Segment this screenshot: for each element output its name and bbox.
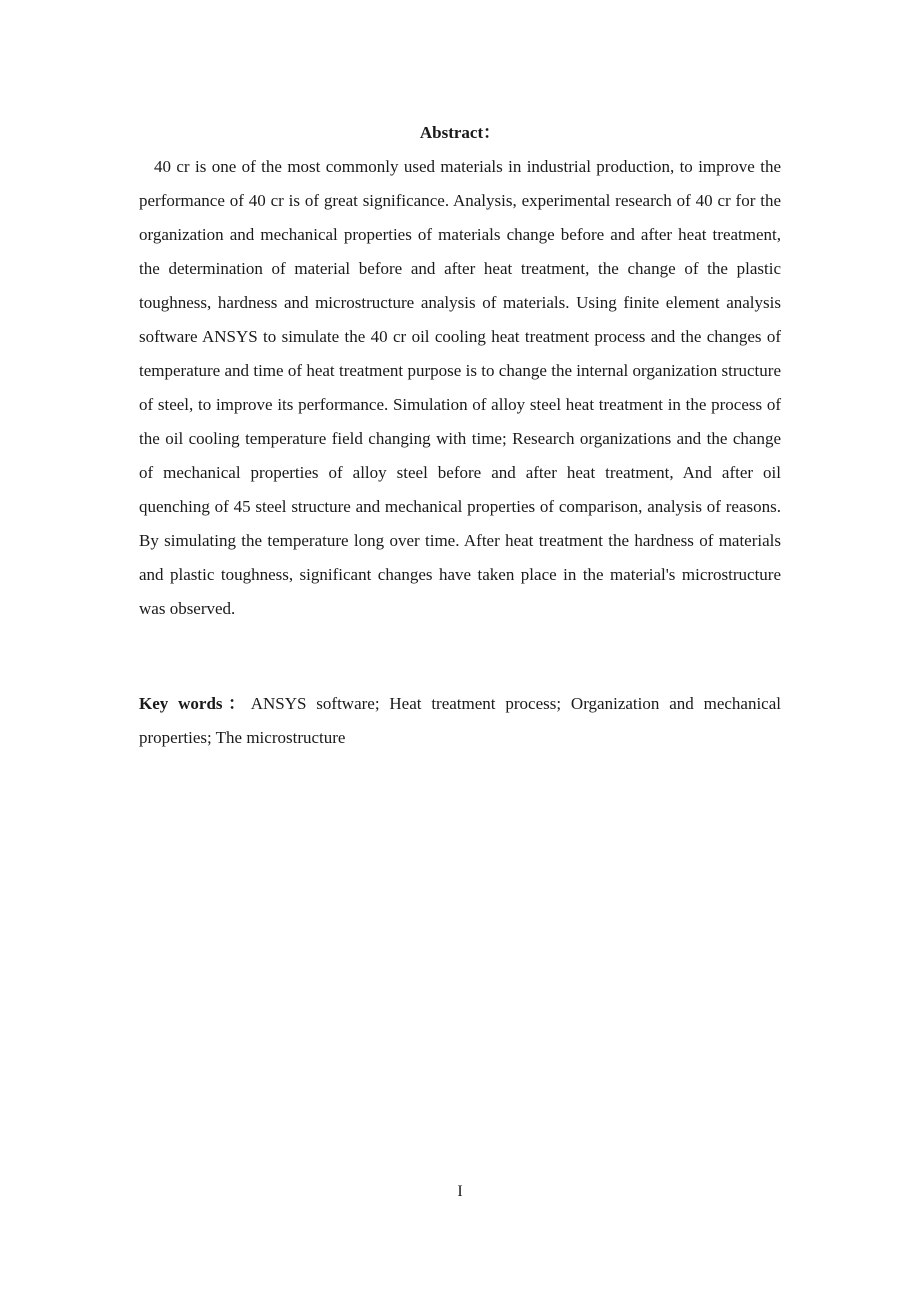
keywords-label: Key words： — [139, 694, 251, 713]
keywords-text: ANSYS software; Heat treatment process; Organization and mechanical properties; The microstructure — [139, 694, 781, 747]
keywords-paragraph — [139, 687, 781, 755]
abstract-body-paragraph: 40 cr is one of the most commonly used materials in industrial production, to improve the performance of 40 cr is of great significance. Analysis, experimental research of 40 cr for the organization and mechanical properties of materials change before and after heat treatment, the determination of material before and after heat treatment, the change of the plastic toughness, hardness and microstructure analysis of materials. Using finite element analysis software ANSYS to simulate the 40 cr oil cooling heat treatment process and the changes of temperature and time of heat treatment purpose is to change the internal organization structure of steel, to improve its performance. Simulation of alloy steel heat treatment in the process of the oil cooling temperature field changing with time; Research organizations and the change of mechanical properties of alloy steel before and after heat treatment, And after oil quenching of 45 steel structure and mechanical properties of comparison, analysis of reasons. By simulating the temperature long over time. After heat treatment the hardness of materials and plastic toughness, significant changes have taken place in the material's microstructure was observed. — [139, 157, 781, 618]
abstract-heading: Abstract： — [419, 123, 501, 142]
page-number: I — [457, 1183, 463, 1200]
